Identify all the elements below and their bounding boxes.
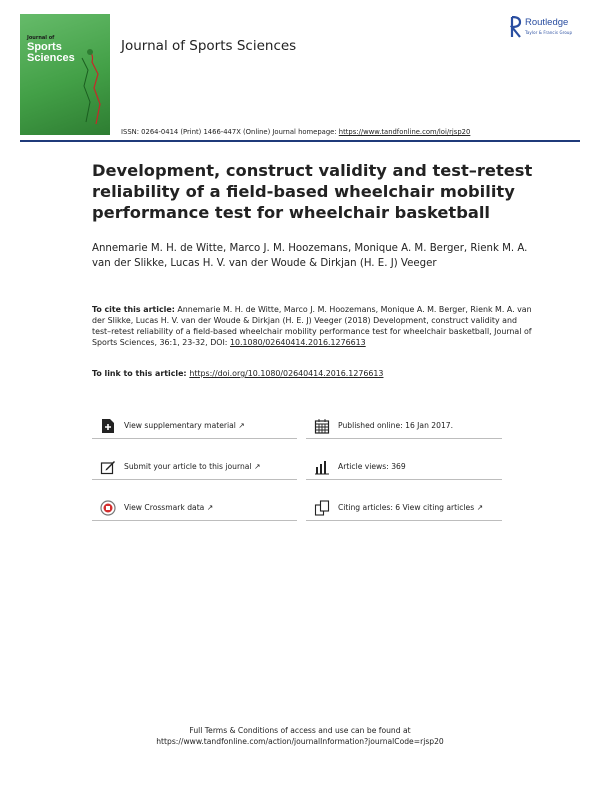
issn-text: ISSN: 0264-0414 (Print) 1466-447X (Online) Journal homepage: xyxy=(121,128,339,136)
publisher-tagline: Taylor & Francis Group xyxy=(525,30,573,35)
submit-article-label: Submit your article to this journal ↗ xyxy=(124,462,261,471)
external-link-icon: ↗ xyxy=(476,503,483,512)
supplementary-label: View supplementary material ↗ xyxy=(124,421,245,430)
citing-articles-label: Citing articles: 6 View citing articles ↗ xyxy=(338,503,483,512)
citing-articles-link[interactable] xyxy=(306,495,502,521)
header-divider xyxy=(20,140,580,142)
terms-footer xyxy=(0,725,600,747)
cite-label: To cite this article: xyxy=(92,305,175,314)
routledge-logo-icon xyxy=(510,16,522,38)
citation-block xyxy=(92,304,532,348)
article-views-info xyxy=(306,454,502,480)
link-to-article xyxy=(92,369,383,378)
publisher-name: Routledge xyxy=(525,17,569,28)
journal-title[interactable]: Journal of Sports Sciences xyxy=(121,38,297,54)
external-link-icon: ↗ xyxy=(206,503,214,512)
published-online-info xyxy=(306,413,502,439)
link-label: To link to this article: xyxy=(92,369,190,378)
external-link-icon: ↗ xyxy=(253,462,261,471)
cite-doi-link[interactable]: 10.1080/02640414.2016.1276613 xyxy=(229,338,366,347)
document-plus-icon xyxy=(100,418,116,434)
issn-line xyxy=(121,128,470,136)
cover-big-title-line1: Sports xyxy=(27,41,62,53)
article-views-label: Article views: 369 xyxy=(338,462,406,471)
calendar-icon xyxy=(314,418,330,434)
article-doi-url[interactable]: https://doi.org/10.1080/02640414.2016.1276613 xyxy=(189,369,384,378)
external-link-icon: ↗ xyxy=(238,421,245,430)
published-online-label: Published online: 16 Jan 2017. xyxy=(338,421,454,430)
journal-cover-image xyxy=(20,14,110,135)
crossmark-label: View Crossmark data ↗ xyxy=(124,503,214,512)
crossmark-link[interactable] xyxy=(92,495,297,521)
cover-big-title-line2: Sciences xyxy=(27,52,75,64)
article-authors: Annemarie M. H. de Witte, Marco J. M. Hoozemans, Monique A. M. Berger, Rienk M. A. van der Slikke, Lucas H. V. van der Woude & Dirkjan (H. E. J) Veeger xyxy=(92,243,528,269)
article-title: Development, construct validity and test–retest reliability of a field-based wheelchair mobility performance test for wheelchair basketball xyxy=(92,161,533,222)
submit-article-link[interactable] xyxy=(92,454,297,480)
footer-line-1: Full Terms & Conditions of access and use can be found at xyxy=(189,726,411,735)
cover-figure-illustration xyxy=(68,44,106,128)
publisher-logo[interactable] xyxy=(510,16,590,42)
cite-text: Annemarie M. H. de Witte, Marco J. M. Hoozemans, Monique A. M. Berger, Rienk M. A. van der Slikke, Lucas H. V. van der Woude & Dirkjan (H. E. J) Veeger (2018) Development, construct validity and test–retest reliability of a field-based wheelchair mobility performance test for wheelchair basketball, Journal of Sports Sciences, 36:1, 23-32, DOI: xyxy=(92,305,532,347)
supplementary-material-link[interactable] xyxy=(92,413,297,439)
footer-terms-link[interactable]: https://www.tandfonline.com/action/journalInformation?journalCode=rjsp20 xyxy=(156,737,444,746)
crossmark-icon xyxy=(100,500,116,516)
cover-small-title: Journal of xyxy=(27,35,55,41)
journal-homepage-link[interactable]: https://www.tandfonline.com/loi/rjsp20 xyxy=(338,128,471,136)
edit-pencil-icon xyxy=(100,459,116,475)
citing-documents-icon xyxy=(314,500,330,516)
bar-chart-icon xyxy=(314,459,330,475)
